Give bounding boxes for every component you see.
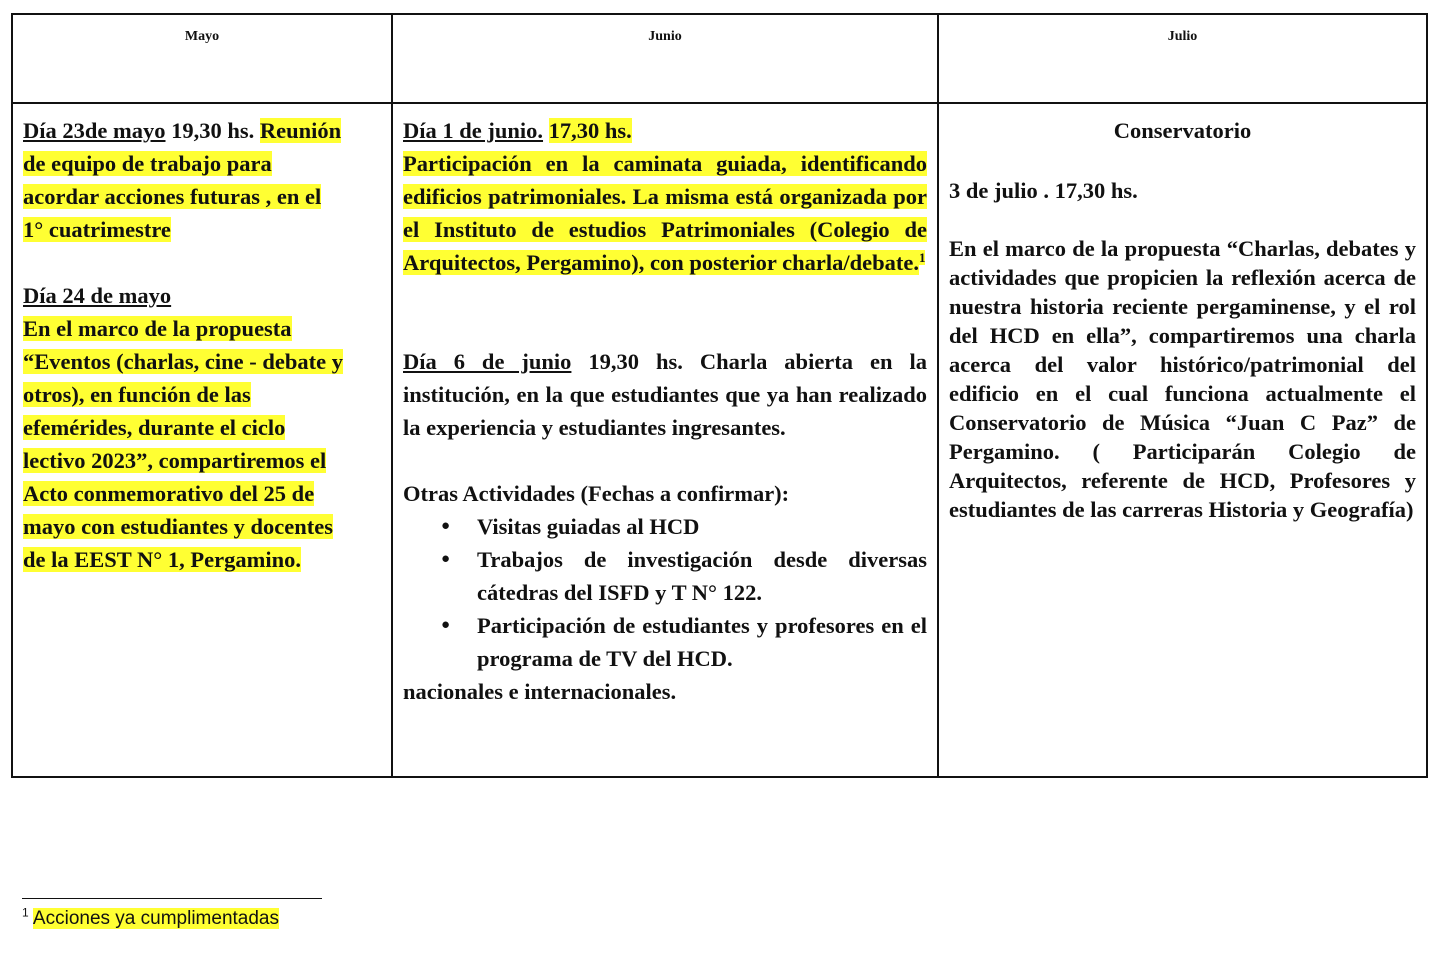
footnote-number: 1 — [22, 905, 29, 920]
mayo-event-1-text: acordar acciones futuras , en el — [23, 184, 322, 209]
mayo-event-1-date: Día 23de mayo — [23, 118, 166, 143]
column-header-mayo: Mayo — [12, 14, 392, 103]
junio-event-1-text: Participación en la caminata guiada, identificando edificios patrimoniales. La misma está organizada por el Instituto de estudios Patrimoniales (Colegio de Arquitectos, Pergamino), con posterior charla/debate. — [403, 151, 927, 275]
mayo-event-2-line: de la EEST N° 1, Pergamino. — [23, 547, 301, 572]
junio-event-2-date: Día 6 de junio — [403, 349, 572, 374]
junio-event-2-text: 19,30 hs. Charla abierta en la institución, en la que estudiantes que ya han realizado la experiencia y estudiantes ingresantes. — [403, 349, 927, 440]
mayo-event-2-date: Día 24 de mayo — [23, 283, 172, 308]
list-item: ● Participación de estudiantes y profesores en el programa de TV del HCD. — [477, 609, 927, 675]
list-item: ● Visitas guiadas al HCD — [477, 510, 927, 543]
junio-event-1 — [403, 114, 927, 147]
mayo-event-2-line: mayo con estudiantes y docentes — [23, 514, 333, 539]
mayo-cell — [12, 103, 392, 777]
junio-trailing-text: nacionales e internacionales. — [403, 679, 677, 704]
column-header-julio: Julio — [938, 14, 1427, 103]
julio-description: En el marco de la propuesta “Charlas, debates y actividades que propicien la reflexión acerca de nuestra historia reciente pergaminense, y el rol del HCD en ella”, compartiremos una charla acerca del valor histórico/patrimonial del edificio en el cual funciona actualmente el Conservatorio de Música “Juan C Paz” de Pergamino. ( Participarán Colegio de Arquitectos, referente de HCD, Profesores y estudiantes de las carreras Historia y Geografía) — [949, 236, 1416, 522]
schedule-table — [11, 13, 1428, 778]
footnote-separator — [22, 898, 322, 899]
junio-event-1-date: Día 1 de junio. — [403, 118, 544, 143]
footnote-reference: 1 — [918, 249, 926, 265]
junio-event-2 — [403, 345, 927, 444]
mayo-event-2-line: Acto conmemorativo del 25 de — [23, 481, 315, 506]
mayo-event-1 — [23, 114, 381, 246]
mayo-event-1-text: de equipo de trabajo para — [23, 151, 272, 176]
junio-other-list — [403, 510, 927, 675]
footnote — [22, 905, 279, 930]
mayo-event-1-time: 19,30 hs. — [165, 118, 260, 143]
junio-cell — [392, 103, 938, 777]
mayo-event-2-line: “Eventos (charlas, cine - debate y — [23, 349, 343, 374]
junio-event-1-description — [403, 147, 927, 279]
julio-title: Conservatorio — [1113, 118, 1252, 143]
list-item: ● Trabajos de investigación desde diversas cátedras del ISFD y T N° 122. — [477, 543, 927, 609]
julio-date: 3 de julio . 17,30 hs. — [949, 178, 1138, 203]
mayo-event-2-line: En el marco de la propuesta — [23, 316, 292, 341]
footnote-text: Acciones ya cumplimentadas — [32, 908, 279, 929]
junio-other-title: Otras Actividades (Fechas a confirmar): — [403, 481, 790, 506]
mayo-event-2-line: efemérides, durante el ciclo — [23, 415, 286, 440]
mayo-event-1-text: Reunión — [259, 118, 342, 143]
header-row — [12, 14, 1427, 103]
mayo-event-1-text: 1° cuatrimestre — [23, 217, 171, 242]
julio-cell — [938, 103, 1427, 777]
mayo-event-2-line: otros), en función de las — [23, 382, 251, 407]
mayo-event-2-line: lectivo 2023”, compartiremos el — [23, 448, 327, 473]
content-row — [12, 103, 1427, 777]
mayo-event-2 — [23, 279, 381, 576]
junio-event-1-time: 17,30 hs. — [548, 118, 632, 143]
column-header-junio: Junio — [392, 14, 938, 103]
